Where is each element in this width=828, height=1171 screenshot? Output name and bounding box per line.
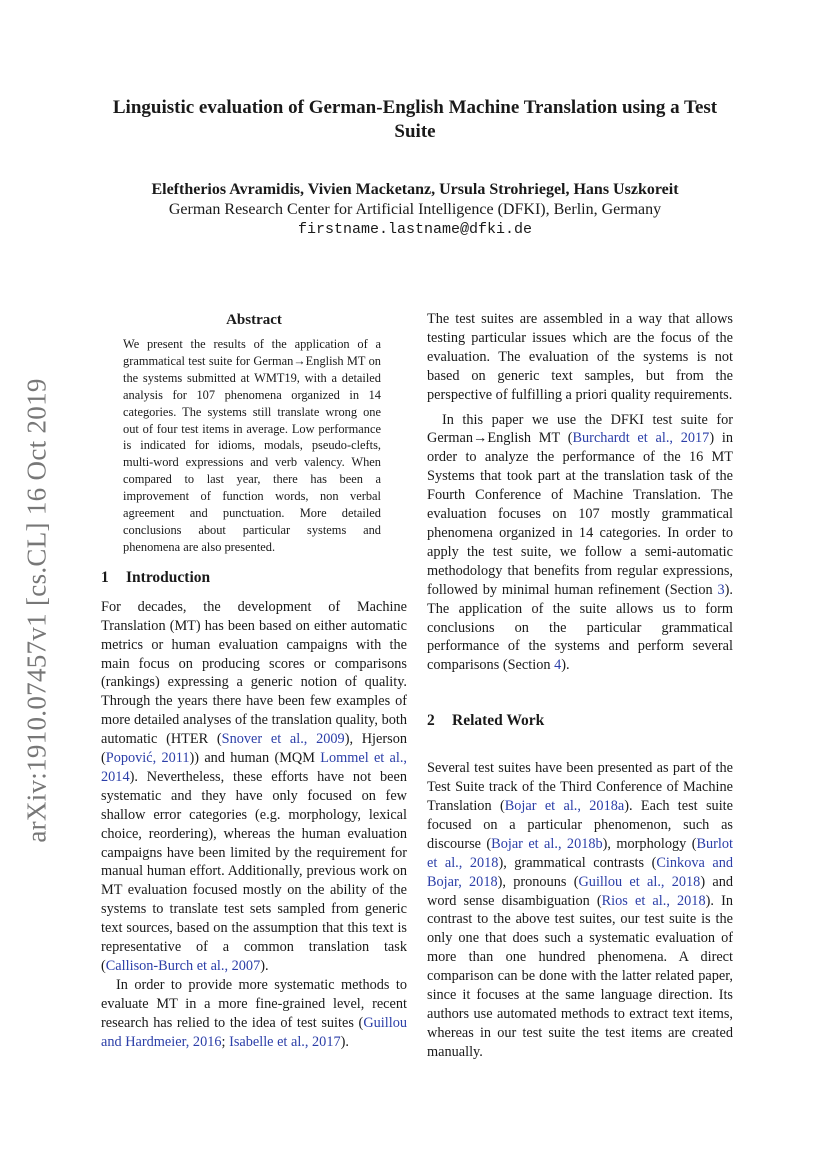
intro-paragraph-4	[427, 411, 733, 676]
text-run: ), pronouns (	[497, 873, 579, 890]
abstract-heading: Abstract	[226, 312, 282, 328]
text-run: ), grammatical contrasts (	[498, 854, 657, 871]
section-number: 1	[101, 568, 109, 586]
citation-link[interactable]: Isabelle et al., 2017	[229, 1033, 341, 1050]
section-ref-link[interactable]: 4	[554, 657, 562, 674]
text-run: ).	[561, 657, 570, 674]
section-ref-link[interactable]: 3	[717, 581, 725, 598]
text-run: ) in order to analyze the performance of the 16 MT Systems that took part at the translation task of the Fourth Conference of Machine Translation. The evaluation focuses on 107 mostly grammatical phenomena organized in 14 categories. In order to apply the test suite, we follow a semi-automatic methodology that benefits from regular expressions, followed by minimal human refinement (Section	[427, 430, 733, 598]
affiliation: German Research Center for Artificial Intelligence (DFKI), Berlin, Germany	[168, 201, 662, 218]
text-run: Several test suites have been presented as part of the Test Suite track of the Third Conference of Machine Translation (	[427, 760, 733, 815]
citation-link[interactable]: Burlot et al., 2018	[427, 835, 734, 871]
left-column	[101, 310, 407, 1052]
intro-paragraph-3: The test suites are assembled in a way that allows testing particular issues which are the focus of the evaluation. The evaluation of the systems is not based on generic text samples, but from the perspective of fulfilling a priori quality requirements.	[427, 311, 733, 403]
related-work-paragraph	[427, 759, 733, 1062]
author-email: firstname.lastname@dfki.de	[297, 221, 533, 238]
arxiv-identifier: arXiv:1910.07457v1 [cs.CL] 16 Oct 2019	[21, 377, 52, 843]
text-run: ).	[260, 958, 269, 974]
intro-paragraph-1	[101, 598, 407, 976]
section-number: 2	[427, 712, 435, 730]
text-run: ).	[340, 1033, 349, 1050]
citation-link[interactable]: Bojar et al., 2018a	[504, 798, 625, 815]
text-run: ). In contrast to the above test suites, our test suite is the only one that does such a systematic evaluation of more than one hundred phenomena. A direct comparison can be done with the latter related paper, since it focuses at the same language direction. Its authors use automated methods to extract text items, whereas in our test suite the test items are created manually.	[427, 892, 733, 1060]
text-run: )) and human (MQM	[189, 750, 321, 767]
intro-paragraph-2	[101, 976, 407, 1052]
section-title: Related Work	[452, 712, 545, 730]
text-run: In order to provide more systematic methods to evaluate MT in a more fine-grained level, recent research has relied to the idea of test suites (	[101, 976, 407, 1031]
text-run: ), morphology (	[602, 835, 697, 852]
citation-link[interactable]: Rios et al., 2018	[601, 892, 706, 909]
citation-link[interactable]: Lommel et al., 2014	[101, 750, 408, 785]
citation-link[interactable]: Snover et al., 2009	[221, 731, 345, 748]
arxiv-sidebar	[22, 365, 52, 855]
citation-link[interactable]: Burchardt et al., 2017	[572, 430, 710, 447]
text-run: ). The application of the suite allows us to form conclusions on the particular grammatical performance of the systems and perform several comparisons (Section	[427, 581, 733, 674]
citation-link[interactable]: Popović, 2011	[105, 750, 190, 767]
text-run: For decades, the development of Machine Translation (MT) has been based on either automatic metrics or human evaluation campaigns with the main focus on producing scores or comparisons (rankings) expressing a generic notion of quality. Through the years there have been few examples of more detailed analyses of the translation quality, both automatic (HTER (	[101, 598, 407, 748]
citation-link[interactable]: Guillou and Hardmeier, 2016	[101, 1014, 407, 1050]
text-run: ), Hjerson (	[101, 731, 407, 767]
citation-link[interactable]: Guillou et al., 2018	[578, 873, 701, 890]
author-block	[100, 180, 730, 240]
paper-title: Linguistic evaluation of German-English Machine Translation using a Test Suite	[112, 97, 718, 142]
text-run: In this paper we use the DFKI test suite for German→English MT (	[427, 411, 733, 447]
text-run: ). Each test suite focused on a particular phenomenon, such as discourse (	[427, 798, 733, 852]
text-run: ). Nevertheless, these efforts have not been systematic and they have only focused on few shallow error categories (e.g. morphology, lexical choice, reordering), whereas the human evaluation campaigns have been limited by the requirement for manual human effort. Additionally, previous work on MT evaluation focused mostly on the ability of the systems to translate test sets sampled from generic text sources, based on the assumption that this text is representative of a common translation task (	[101, 768, 407, 974]
citation-link[interactable]: Callison-Burch et al., 2007	[105, 958, 261, 974]
section-heading-introduction	[101, 568, 407, 588]
right-column	[427, 310, 733, 1062]
text-run: ;	[221, 1033, 230, 1050]
citation-link[interactable]: Cinkova and Bojar, 2018	[427, 854, 734, 890]
text-run: ) and word sense disambiguation (	[427, 873, 733, 909]
abstract-text: We present the results of the application of a grammatical test suite for German→English MT on the systems submitted at WMT19, with a detailed analysis for 107 phenomena organized in 14 categories. The systems still translate wrong one out of four test items in average. Low performance is indicated for idioms, modals, pseudo-clefts, multi-word expressions and verb valency. When compared to last year, there has been a improvement of function words, non verbal agreement and punctuation. More detailed conclusions about particular systems and phenomena are also presented.	[123, 337, 381, 554]
section-title: Introduction	[126, 568, 211, 586]
section-heading-related-work	[427, 711, 733, 731]
citation-link[interactable]: Bojar et al., 2018b	[491, 835, 603, 852]
author-names: Eleftherios Avramidis, Vivien Macketanz, Ursula Strohriegel, Hans Uszkoreit	[151, 181, 679, 198]
